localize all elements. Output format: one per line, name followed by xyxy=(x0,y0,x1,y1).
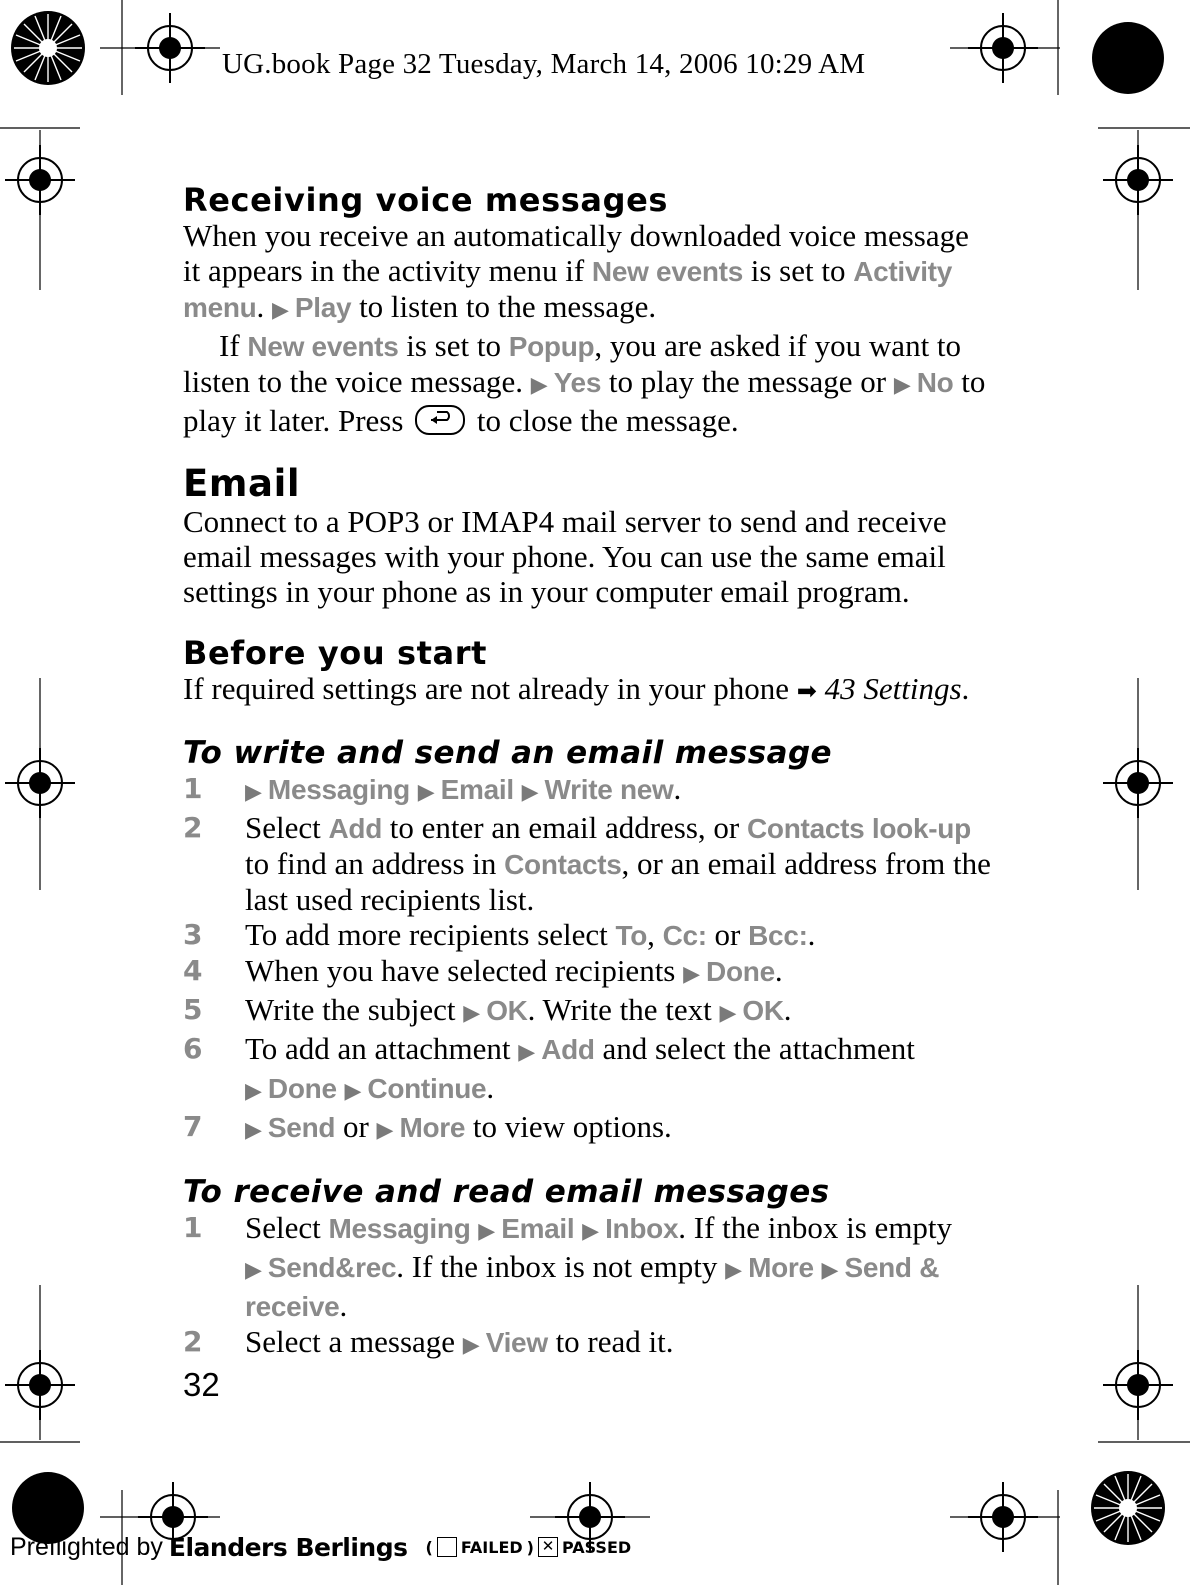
select-arrow-icon: ▶ xyxy=(245,1079,262,1104)
failed-checkbox-icon xyxy=(437,1537,457,1557)
page-content xyxy=(183,182,993,1363)
receive-email-steps xyxy=(183,1210,993,1363)
write-email-steps xyxy=(183,771,993,1148)
select-arrow-icon: ▶ xyxy=(821,1258,839,1283)
list-item: 1 Select Messaging ▶ Email ▶ Inbox. If the inbox is empty ▶ Send&rec. If the inbox is not empty ▶ More ▶ Send & receive. xyxy=(183,1210,953,1323)
cross-reference-arrow-icon: ➡ xyxy=(796,677,817,705)
starburst-registration-icon xyxy=(8,8,88,88)
registration-target-icon xyxy=(5,748,75,818)
paragraph-receiving-1: When you receive an automatically downloaded voice message it appears in the activity menu if New events is set to Activity menu. ▶ Play to listen to the message. xyxy=(183,218,969,324)
select-arrow-icon: ▶ xyxy=(417,780,435,805)
registration-target-icon xyxy=(135,13,205,83)
paragraph-receiving-2: If New events is set to Popup, you are asked if you want to listen to the voice message. ▶ Yes to play the message or ▶ No to play it later. Press to close the message. xyxy=(183,328,986,438)
registration-target-icon xyxy=(1103,145,1173,215)
list-item: 5 Write the subject ▶ OK. Write the text ▶ OK. xyxy=(183,992,792,1027)
select-arrow-icon: ▶ xyxy=(518,1040,536,1065)
starburst-registration-icon xyxy=(1088,1468,1168,1548)
back-key-icon xyxy=(415,405,465,435)
list-item: 7 ▶ Send or ▶ More to view options. xyxy=(183,1109,672,1144)
list-item: 6 To add an attachment ▶ Add and select the attachment ▶ Done ▶ Continue. xyxy=(183,1031,915,1105)
registration-target-icon xyxy=(5,1350,75,1420)
select-arrow-icon: ▶ xyxy=(719,1001,737,1026)
registration-target-icon xyxy=(968,1482,1038,1552)
section-title-email: Email xyxy=(183,462,301,505)
print-slug-header: UG.book Page 32 Tuesday, March 14, 2006 10:29 AM xyxy=(222,48,866,80)
list-item: 1 ▶ Messaging ▶ Email ▶ Write new. xyxy=(183,771,682,806)
registration-target-icon xyxy=(5,145,75,215)
select-arrow-icon: ▶ xyxy=(683,962,701,987)
select-arrow-icon: ▶ xyxy=(271,298,289,323)
preflighted-label: Preflighted by xyxy=(10,1532,163,1561)
select-arrow-icon: ▶ xyxy=(245,1118,262,1143)
solid-registration-dot-icon xyxy=(1088,18,1168,98)
paragraph-email: Connect to a POP3 or IMAP4 mail server to send and receive email messages with your phone. You can use the same email settings in your phone as in your computer email program. xyxy=(183,504,947,609)
select-arrow-icon: ▶ xyxy=(478,1219,496,1244)
passed-checkbox-icon: ✕ xyxy=(538,1537,558,1557)
list-item: 2 Select Add to enter an email address, or Contacts look-up to find an address in Contacts, or an email address from the last used recipients list. xyxy=(183,810,991,917)
failed-label: FAILED xyxy=(460,1537,523,1557)
passed-label: PASSED xyxy=(561,1537,632,1557)
registration-target-icon xyxy=(1103,1350,1173,1420)
section-title-write-email: To write and send an email message xyxy=(183,735,832,771)
select-arrow-icon: ▶ xyxy=(725,1258,743,1283)
brand-logo-text: Elanders Berlings xyxy=(168,1532,408,1562)
list-item: 4 When you have selected recipients ▶ Done. xyxy=(183,953,783,988)
section-title-receive-email: To receive and read email messages xyxy=(183,1174,830,1210)
paragraph-before-you-start: If required settings are not already in your phone ➡ 43 Settings. xyxy=(183,671,970,706)
select-arrow-icon: ▶ xyxy=(530,373,548,398)
select-arrow-icon: ▶ xyxy=(376,1118,394,1143)
cross-reference-link[interactable]: 43 Settings xyxy=(824,671,962,706)
section-title-before-you-start: Before you start xyxy=(183,634,488,672)
section-title-receiving-voice: Receiving voice messages xyxy=(183,181,669,219)
select-arrow-icon: ▶ xyxy=(344,1079,362,1104)
registration-target-icon xyxy=(1103,748,1173,818)
preflight-status: ( FAILED ) ✕ PASSED xyxy=(425,1537,632,1557)
select-arrow-icon: ▶ xyxy=(245,780,262,805)
preflight-stamp xyxy=(10,1527,631,1567)
list-item: 2 Select a message ▶ View to read it. xyxy=(183,1324,674,1359)
select-arrow-icon: ▶ xyxy=(582,1219,600,1244)
select-arrow-icon: ▶ xyxy=(462,1333,480,1358)
select-arrow-icon: ▶ xyxy=(521,780,539,805)
list-item: 3 To add more recipients select To, Cc: or Bcc:. xyxy=(183,917,816,952)
page-number: 32 xyxy=(183,1366,220,1403)
select-arrow-icon: ▶ xyxy=(245,1258,262,1283)
select-arrow-icon: ▶ xyxy=(893,373,911,398)
select-arrow-icon: ▶ xyxy=(463,1001,481,1026)
